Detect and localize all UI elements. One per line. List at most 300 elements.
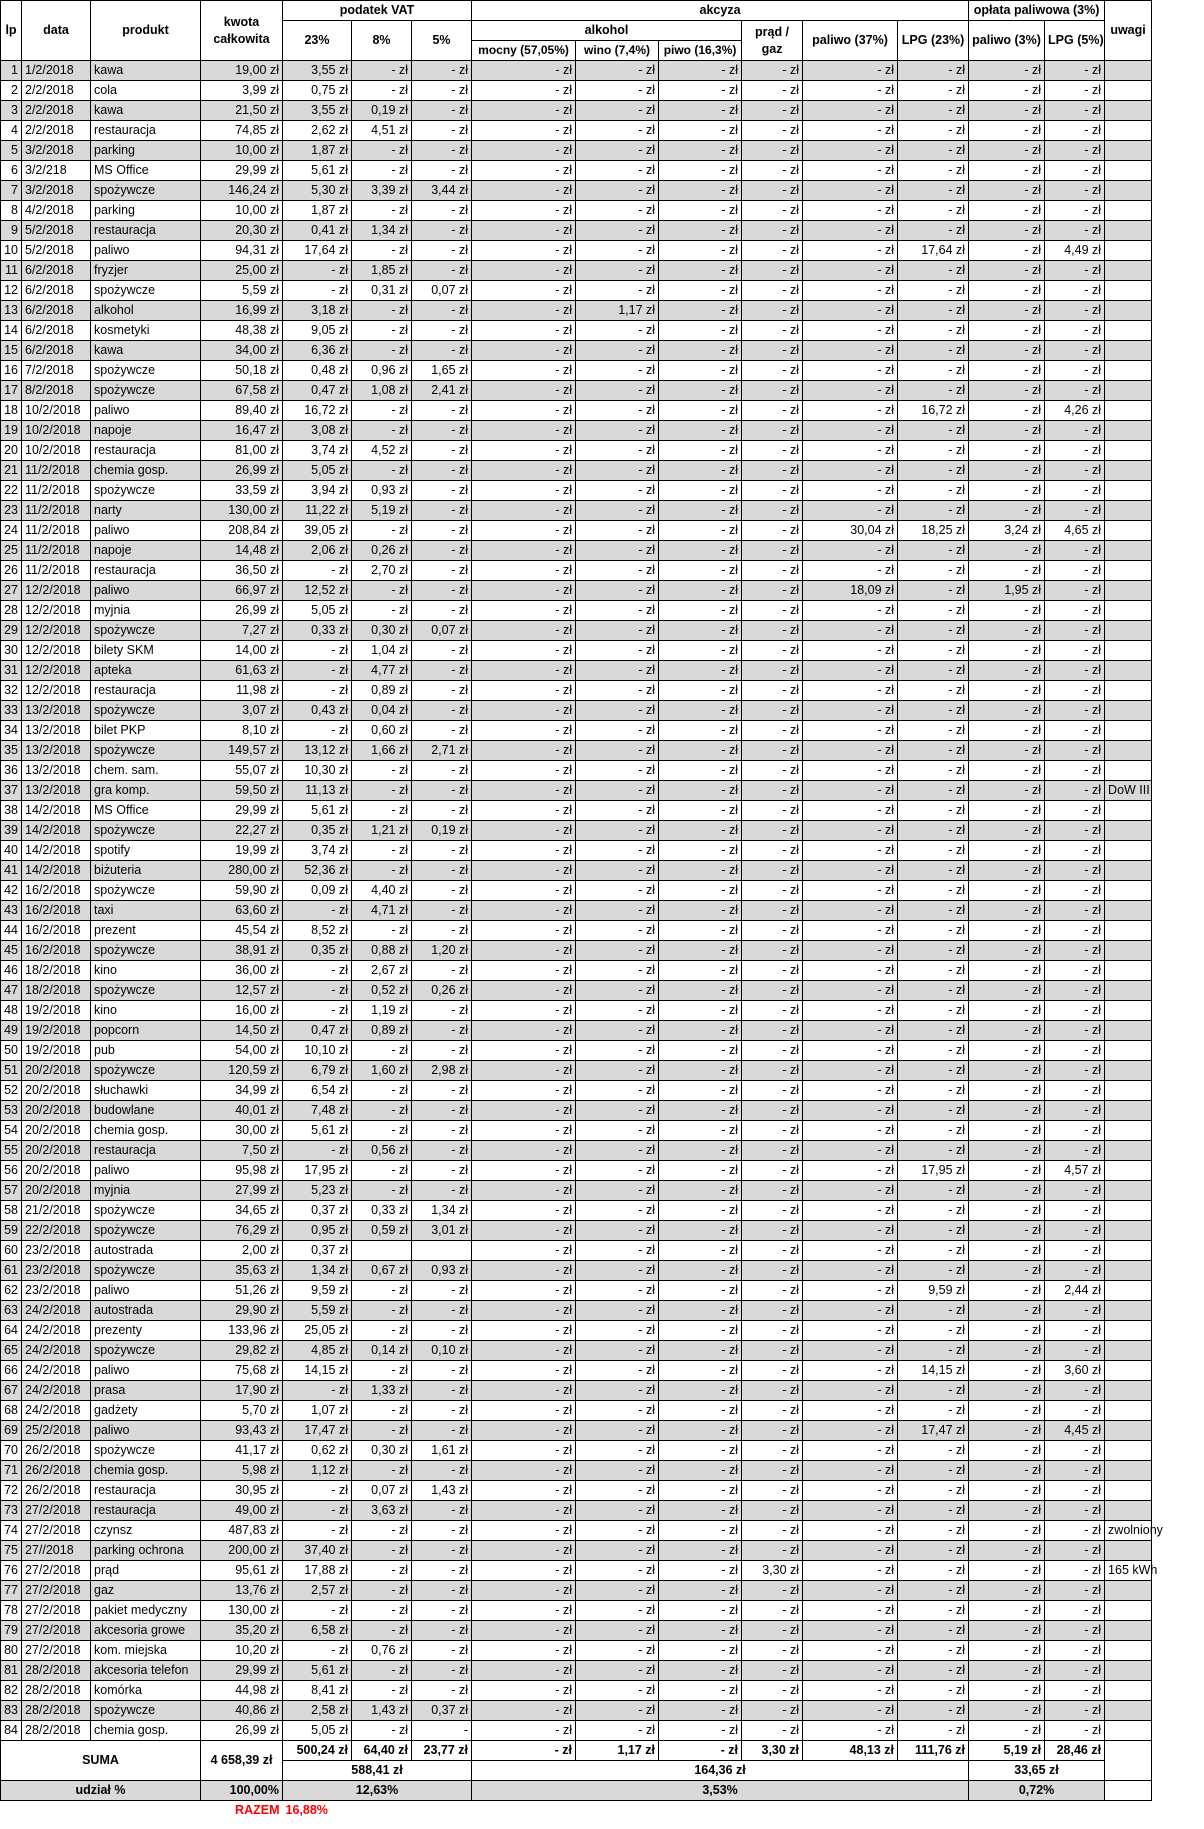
cell-lp[interactable]: 52 bbox=[1, 1081, 22, 1101]
cell-vat5[interactable]: - zł bbox=[412, 521, 472, 541]
cell-date[interactable]: 18/2/2018 bbox=[22, 981, 91, 1001]
cell-fuel3[interactable]: - zł bbox=[969, 181, 1045, 201]
cell-date[interactable]: 23/2/2018 bbox=[22, 1241, 91, 1261]
cell-strong[interactable]: - zł bbox=[472, 761, 576, 781]
cell-lpg23[interactable]: - zł bbox=[898, 481, 969, 501]
cell-lpg5[interactable]: - zł bbox=[1045, 1121, 1105, 1141]
cell-fuel3[interactable]: - zł bbox=[969, 1481, 1045, 1501]
cell-lpg23[interactable]: - zł bbox=[898, 741, 969, 761]
cell-fuel37[interactable]: - zł bbox=[803, 161, 898, 181]
cell-power-gas[interactable]: - zł bbox=[742, 361, 803, 381]
cell-vat8[interactable]: - zł bbox=[352, 161, 412, 181]
cell-vat5[interactable]: - zł bbox=[412, 1601, 472, 1621]
cell-beer[interactable]: - zł bbox=[659, 981, 742, 1001]
cell-notes[interactable] bbox=[1105, 461, 1152, 481]
cell-beer[interactable]: - zł bbox=[659, 1201, 742, 1221]
cell-vat5[interactable]: - zł bbox=[412, 601, 472, 621]
cell-lpg23[interactable]: - zł bbox=[898, 841, 969, 861]
cell-lpg5[interactable]: - zł bbox=[1045, 961, 1105, 981]
cell-vat8[interactable]: 0,07 zł bbox=[352, 1481, 412, 1501]
cell-beer[interactable]: - zł bbox=[659, 301, 742, 321]
cell-date[interactable]: 27/2/2018 bbox=[22, 1581, 91, 1601]
cell-lpg23[interactable]: - zł bbox=[898, 1301, 969, 1321]
header-total[interactable]: kwota całkowita bbox=[201, 1, 283, 61]
cell-fuel3[interactable]: - zł bbox=[969, 881, 1045, 901]
cell-power-gas[interactable]: - zł bbox=[742, 1321, 803, 1341]
cell-vat8[interactable]: - zł bbox=[352, 1681, 412, 1701]
cell-lpg23[interactable]: - zł bbox=[898, 1581, 969, 1601]
cell-vat5[interactable]: - zł bbox=[412, 301, 472, 321]
cell-date[interactable]: 27/2/2018 bbox=[22, 1621, 91, 1641]
cell-lpg5[interactable]: - zł bbox=[1045, 1081, 1105, 1101]
cell-wine[interactable]: - zł bbox=[576, 981, 659, 1001]
cell-strong[interactable]: - zł bbox=[472, 1381, 576, 1401]
cell-power-gas[interactable]: - zł bbox=[742, 741, 803, 761]
header-vat23[interactable]: 23% bbox=[283, 21, 352, 61]
cell-fuel3[interactable]: - zł bbox=[969, 1381, 1045, 1401]
cell-vat23[interactable]: - zł bbox=[283, 681, 352, 701]
cell-strong[interactable]: - zł bbox=[472, 221, 576, 241]
cell-lpg23[interactable]: - zł bbox=[898, 421, 969, 441]
cell-fuel37[interactable]: - zł bbox=[803, 1621, 898, 1641]
cell-wine[interactable]: - zł bbox=[576, 701, 659, 721]
cell-date[interactable]: 28/2/2018 bbox=[22, 1721, 91, 1741]
cell-beer[interactable]: - zł bbox=[659, 1621, 742, 1641]
cell-beer[interactable]: - zł bbox=[659, 561, 742, 581]
cell-lpg5[interactable]: - zł bbox=[1045, 721, 1105, 741]
cell-fuel3[interactable]: - zł bbox=[969, 321, 1045, 341]
cell-fuel3[interactable]: - zł bbox=[969, 121, 1045, 141]
cell-fuel37[interactable]: - zł bbox=[803, 1181, 898, 1201]
cell-notes[interactable] bbox=[1105, 101, 1152, 121]
cell-vat23[interactable]: 10,10 zł bbox=[283, 1041, 352, 1061]
cell-power-gas[interactable]: - zł bbox=[742, 101, 803, 121]
cell-fuel3[interactable]: - zł bbox=[969, 561, 1045, 581]
cell-lp[interactable]: 78 bbox=[1, 1601, 22, 1621]
cell-power-gas[interactable]: - zł bbox=[742, 1021, 803, 1041]
cell-notes[interactable] bbox=[1105, 581, 1152, 601]
cell-date[interactable]: 3/2/2018 bbox=[22, 181, 91, 201]
cell-total[interactable]: 10,00 zł bbox=[201, 141, 283, 161]
cell-beer[interactable]: - zł bbox=[659, 761, 742, 781]
cell-fuel3[interactable]: - zł bbox=[969, 1541, 1045, 1561]
suma-wine[interactable]: 1,17 zł bbox=[576, 1741, 659, 1761]
cell-lpg23[interactable]: - zł bbox=[898, 1121, 969, 1141]
cell-lp[interactable]: 81 bbox=[1, 1661, 22, 1681]
cell-date[interactable]: 10/2/2018 bbox=[22, 421, 91, 441]
cell-vat23[interactable]: 11,13 zł bbox=[283, 781, 352, 801]
cell-vat5[interactable]: - zł bbox=[412, 161, 472, 181]
cell-vat5[interactable]: - bbox=[412, 1721, 472, 1741]
cell-strong[interactable]: - zł bbox=[472, 1561, 576, 1581]
cell-lpg5[interactable]: - zł bbox=[1045, 1481, 1105, 1501]
cell-product[interactable]: parking bbox=[91, 141, 201, 161]
cell-vat8[interactable]: - zł bbox=[352, 1601, 412, 1621]
cell-wine[interactable]: - zł bbox=[576, 961, 659, 981]
cell-strong[interactable]: - zł bbox=[472, 1121, 576, 1141]
cell-vat5[interactable]: - zł bbox=[412, 681, 472, 701]
cell-product[interactable]: bilety SKM bbox=[91, 641, 201, 661]
cell-lpg5[interactable]: - zł bbox=[1045, 1401, 1105, 1421]
cell-wine[interactable]: - zł bbox=[576, 901, 659, 921]
cell-wine[interactable]: - zł bbox=[576, 441, 659, 461]
cell-product[interactable]: czynsz bbox=[91, 1521, 201, 1541]
cell-vat23[interactable]: 25,05 zł bbox=[283, 1321, 352, 1341]
cell-lp[interactable]: 58 bbox=[1, 1201, 22, 1221]
cell-lp[interactable]: 31 bbox=[1, 661, 22, 681]
cell-notes[interactable]: 165 kWh bbox=[1105, 1561, 1152, 1581]
cell-fuel37[interactable]: - zł bbox=[803, 1321, 898, 1341]
cell-wine[interactable]: - zł bbox=[576, 861, 659, 881]
cell-beer[interactable]: - zł bbox=[659, 1101, 742, 1121]
cell-power-gas[interactable]: - zł bbox=[742, 1601, 803, 1621]
cell-vat23[interactable]: 1,87 zł bbox=[283, 141, 352, 161]
cell-notes[interactable] bbox=[1105, 261, 1152, 281]
cell-beer[interactable]: - zł bbox=[659, 881, 742, 901]
cell-fuel3[interactable]: - zł bbox=[969, 1521, 1045, 1541]
cell-vat23[interactable]: - zł bbox=[283, 1641, 352, 1661]
cell-fuel3[interactable]: - zł bbox=[969, 1321, 1045, 1341]
cell-strong[interactable]: - zł bbox=[472, 781, 576, 801]
cell-strong[interactable]: - zł bbox=[472, 1281, 576, 1301]
cell-strong[interactable]: - zł bbox=[472, 621, 576, 641]
cell-lp[interactable]: 6 bbox=[1, 161, 22, 181]
cell-beer[interactable]: - zł bbox=[659, 361, 742, 381]
cell-beer[interactable]: - zł bbox=[659, 841, 742, 861]
cell-vat23[interactable]: 0,75 zł bbox=[283, 81, 352, 101]
cell-lpg23[interactable]: - zł bbox=[898, 881, 969, 901]
cell-lpg23[interactable]: - zł bbox=[898, 801, 969, 821]
cell-vat5[interactable]: 0,37 zł bbox=[412, 1701, 472, 1721]
cell-power-gas[interactable]: - zł bbox=[742, 561, 803, 581]
cell-total[interactable]: 95,98 zł bbox=[201, 1161, 283, 1181]
cell-total[interactable]: 50,18 zł bbox=[201, 361, 283, 381]
cell-vat8[interactable]: - zł bbox=[352, 841, 412, 861]
cell-power-gas[interactable]: - zł bbox=[742, 421, 803, 441]
cell-strong[interactable]: - zł bbox=[472, 1001, 576, 1021]
cell-lpg5[interactable]: - zł bbox=[1045, 281, 1105, 301]
cell-lp[interactable]: 62 bbox=[1, 1281, 22, 1301]
cell-total[interactable]: 33,59 zł bbox=[201, 481, 283, 501]
cell-fuel37[interactable]: - zł bbox=[803, 501, 898, 521]
cell-power-gas[interactable]: - zł bbox=[742, 641, 803, 661]
cell-beer[interactable]: - zł bbox=[659, 281, 742, 301]
cell-fuel37[interactable]: - zł bbox=[803, 1381, 898, 1401]
cell-date[interactable]: 6/2/2018 bbox=[22, 281, 91, 301]
cell-vat5[interactable]: - zł bbox=[412, 641, 472, 661]
cell-power-gas[interactable]: - zł bbox=[742, 301, 803, 321]
cell-product[interactable]: akcesoria telefon bbox=[91, 1661, 201, 1681]
cell-lp[interactable]: 53 bbox=[1, 1101, 22, 1121]
cell-lpg23[interactable]: - zł bbox=[898, 641, 969, 661]
cell-vat8[interactable]: 3,63 zł bbox=[352, 1501, 412, 1521]
cell-lp[interactable]: 72 bbox=[1, 1481, 22, 1501]
cell-lpg5[interactable]: - zł bbox=[1045, 361, 1105, 381]
cell-beer[interactable]: - zł bbox=[659, 1721, 742, 1741]
share-total[interactable]: 100,00% bbox=[201, 1781, 283, 1801]
cell-lpg23[interactable]: - zł bbox=[898, 1081, 969, 1101]
cell-power-gas[interactable]: - zł bbox=[742, 781, 803, 801]
cell-fuel37[interactable]: - zł bbox=[803, 1201, 898, 1221]
cell-lp[interactable]: 1 bbox=[1, 61, 22, 81]
cell-lpg5[interactable]: - zł bbox=[1045, 881, 1105, 901]
cell-power-gas[interactable]: - zł bbox=[742, 501, 803, 521]
cell-product[interactable]: restauracja bbox=[91, 561, 201, 581]
cell-beer[interactable]: - zł bbox=[659, 1021, 742, 1041]
cell-product[interactable]: spożywcze bbox=[91, 361, 201, 381]
cell-vat8[interactable]: 1,85 zł bbox=[352, 261, 412, 281]
cell-fuel3[interactable]: - zł bbox=[969, 61, 1045, 81]
header-vat5[interactable]: 5% bbox=[412, 21, 472, 61]
cell-date[interactable]: 24/2/2018 bbox=[22, 1401, 91, 1421]
cell-power-gas[interactable]: - zł bbox=[742, 1041, 803, 1061]
cell-vat5[interactable]: - zł bbox=[412, 1381, 472, 1401]
cell-lpg23[interactable]: - zł bbox=[898, 441, 969, 461]
cell-vat23[interactable]: 7,48 zł bbox=[283, 1101, 352, 1121]
cell-vat5[interactable]: - zł bbox=[412, 481, 472, 501]
cell-vat8[interactable]: - zł bbox=[352, 601, 412, 621]
cell-power-gas[interactable]: - zł bbox=[742, 601, 803, 621]
cell-date[interactable]: 11/2/2018 bbox=[22, 541, 91, 561]
cell-lp[interactable]: 4 bbox=[1, 121, 22, 141]
cell-fuel37[interactable]: - zł bbox=[803, 1581, 898, 1601]
cell-lpg23[interactable]: - zł bbox=[898, 1001, 969, 1021]
cell-strong[interactable]: - zł bbox=[472, 321, 576, 341]
cell-fuel37[interactable]: - zł bbox=[803, 1261, 898, 1281]
cell-lpg5[interactable]: - zł bbox=[1045, 1001, 1105, 1021]
cell-product[interactable]: biżuteria bbox=[91, 861, 201, 881]
cell-product[interactable]: spożywcze bbox=[91, 1261, 201, 1281]
header-excise-group[interactable]: akcyza bbox=[472, 1, 969, 21]
cell-date[interactable]: 27/2/2018 bbox=[22, 1641, 91, 1661]
cell-vat5[interactable]: 1,34 zł bbox=[412, 1201, 472, 1221]
cell-power-gas[interactable]: - zł bbox=[742, 1341, 803, 1361]
cell-strong[interactable]: - zł bbox=[472, 1021, 576, 1041]
cell-product[interactable]: fryzjer bbox=[91, 261, 201, 281]
cell-total[interactable]: 59,50 zł bbox=[201, 781, 283, 801]
cell-lpg5[interactable]: - zł bbox=[1045, 121, 1105, 141]
header-power-gas[interactable]: prąd / gaz bbox=[742, 21, 803, 61]
cell-beer[interactable]: - zł bbox=[659, 661, 742, 681]
cell-beer[interactable]: - zł bbox=[659, 181, 742, 201]
cell-product[interactable]: paliwo bbox=[91, 401, 201, 421]
cell-fuel37[interactable]: 18,09 zł bbox=[803, 581, 898, 601]
cell-power-gas[interactable]: - zł bbox=[742, 1401, 803, 1421]
cell-vat23[interactable]: 5,61 zł bbox=[283, 1121, 352, 1141]
cell-beer[interactable]: - zł bbox=[659, 1281, 742, 1301]
cell-lp[interactable]: 37 bbox=[1, 781, 22, 801]
cell-vat5[interactable]: - zł bbox=[412, 221, 472, 241]
cell-lp[interactable]: 54 bbox=[1, 1121, 22, 1141]
cell-vat5[interactable]: - zł bbox=[412, 101, 472, 121]
cell-beer[interactable]: - zł bbox=[659, 1341, 742, 1361]
cell-vat8[interactable]: 0,88 zł bbox=[352, 941, 412, 961]
cell-product[interactable]: MS Office bbox=[91, 161, 201, 181]
cell-lp[interactable]: 63 bbox=[1, 1301, 22, 1321]
cell-power-gas[interactable]: - zł bbox=[742, 1641, 803, 1661]
cell-power-gas[interactable]: - zł bbox=[742, 181, 803, 201]
cell-wine[interactable]: - zł bbox=[576, 501, 659, 521]
cell-vat8[interactable]: - zł bbox=[352, 1361, 412, 1381]
cell-fuel3[interactable]: - zł bbox=[969, 441, 1045, 461]
cell-total[interactable]: 94,31 zł bbox=[201, 241, 283, 261]
cell-beer[interactable]: - zł bbox=[659, 1461, 742, 1481]
cell-power-gas[interactable]: - zł bbox=[742, 1361, 803, 1381]
cell-vat5[interactable]: - zł bbox=[412, 1541, 472, 1561]
cell-vat8[interactable]: - zł bbox=[352, 1161, 412, 1181]
cell-notes[interactable] bbox=[1105, 881, 1152, 901]
cell-total[interactable]: 10,20 zł bbox=[201, 1641, 283, 1661]
cell-fuel3[interactable]: - zł bbox=[969, 1701, 1045, 1721]
cell-date[interactable]: 20/2/2018 bbox=[22, 1101, 91, 1121]
cell-strong[interactable]: - zł bbox=[472, 1221, 576, 1241]
cell-lpg5[interactable]: - zł bbox=[1045, 1621, 1105, 1641]
cell-wine[interactable]: - zł bbox=[576, 1721, 659, 1741]
cell-total[interactable]: 54,00 zł bbox=[201, 1041, 283, 1061]
cell-notes[interactable] bbox=[1105, 1201, 1152, 1221]
cell-fuel37[interactable]: - zł bbox=[803, 1521, 898, 1541]
cell-lpg23[interactable]: - zł bbox=[898, 1241, 969, 1261]
cell-lpg23[interactable]: - zł bbox=[898, 101, 969, 121]
cell-strong[interactable]: - zł bbox=[472, 1241, 576, 1261]
cell-product[interactable]: spożywcze bbox=[91, 181, 201, 201]
cell-lpg5[interactable]: - zł bbox=[1045, 1141, 1105, 1161]
cell-lpg5[interactable]: - zł bbox=[1045, 981, 1105, 1001]
cell-vat23[interactable]: - zł bbox=[283, 1381, 352, 1401]
cell-lpg23[interactable]: - zł bbox=[898, 1041, 969, 1061]
cell-date[interactable]: 6/2/2018 bbox=[22, 301, 91, 321]
cell-lpg5[interactable]: - zł bbox=[1045, 541, 1105, 561]
cell-vat8[interactable]: 0,59 zł bbox=[352, 1221, 412, 1241]
cell-fuel3[interactable]: - zł bbox=[969, 461, 1045, 481]
cell-total[interactable]: 16,99 zł bbox=[201, 301, 283, 321]
cell-total[interactable]: 5,59 zł bbox=[201, 281, 283, 301]
cell-vat5[interactable]: 0,93 zł bbox=[412, 1261, 472, 1281]
cell-product[interactable]: MS Office bbox=[91, 801, 201, 821]
cell-vat5[interactable]: - zł bbox=[412, 781, 472, 801]
cell-lpg23[interactable]: - zł bbox=[898, 661, 969, 681]
cell-strong[interactable]: - zł bbox=[472, 1301, 576, 1321]
cell-wine[interactable]: - zł bbox=[576, 1161, 659, 1181]
cell-vat8[interactable]: 0,04 zł bbox=[352, 701, 412, 721]
cell-total[interactable]: 95,61 zł bbox=[201, 1561, 283, 1581]
cell-lpg5[interactable]: - zł bbox=[1045, 261, 1105, 281]
cell-fuel37[interactable]: - zł bbox=[803, 441, 898, 461]
cell-lp[interactable]: 77 bbox=[1, 1581, 22, 1601]
cell-fuel3[interactable]: - zł bbox=[969, 261, 1045, 281]
cell-vat23[interactable]: 11,22 zł bbox=[283, 501, 352, 521]
cell-lp[interactable]: 5 bbox=[1, 141, 22, 161]
cell-vat8[interactable]: 4,52 zł bbox=[352, 441, 412, 461]
cell-vat8[interactable]: 0,19 zł bbox=[352, 101, 412, 121]
cell-product[interactable]: gadżety bbox=[91, 1401, 201, 1421]
cell-vat8[interactable]: 0,31 zł bbox=[352, 281, 412, 301]
cell-product[interactable]: paliwo bbox=[91, 241, 201, 261]
cell-beer[interactable]: - zł bbox=[659, 401, 742, 421]
cell-date[interactable]: 24/2/2018 bbox=[22, 1301, 91, 1321]
cell-beer[interactable]: - zł bbox=[659, 1321, 742, 1341]
cell-lpg23[interactable]: - zł bbox=[898, 1021, 969, 1041]
cell-vat5[interactable]: 1,61 zł bbox=[412, 1441, 472, 1461]
cell-lpg5[interactable]: - zł bbox=[1045, 1021, 1105, 1041]
cell-wine[interactable]: - zł bbox=[576, 281, 659, 301]
cell-total[interactable]: 16,00 zł bbox=[201, 1001, 283, 1021]
cell-date[interactable]: 20/2/2018 bbox=[22, 1121, 91, 1141]
cell-strong[interactable]: - zł bbox=[472, 281, 576, 301]
cell-wine[interactable]: - zł bbox=[576, 1021, 659, 1041]
cell-wine[interactable]: - zł bbox=[576, 1401, 659, 1421]
cell-lp[interactable]: 56 bbox=[1, 1161, 22, 1181]
cell-fuel37[interactable]: - zł bbox=[803, 1661, 898, 1681]
cell-beer[interactable]: - zł bbox=[659, 1501, 742, 1521]
cell-notes[interactable] bbox=[1105, 1101, 1152, 1121]
cell-total[interactable]: 120,59 zł bbox=[201, 1061, 283, 1081]
cell-beer[interactable]: - zł bbox=[659, 481, 742, 501]
cell-lpg5[interactable]: - zł bbox=[1045, 381, 1105, 401]
cell-wine[interactable]: - zł bbox=[576, 801, 659, 821]
cell-wine[interactable]: - zł bbox=[576, 1121, 659, 1141]
cell-vat23[interactable]: - zł bbox=[283, 961, 352, 981]
cell-strong[interactable]: - zł bbox=[472, 1441, 576, 1461]
cell-wine[interactable]: - zł bbox=[576, 921, 659, 941]
cell-total[interactable]: 49,00 zł bbox=[201, 1501, 283, 1521]
cell-date[interactable]: 7/2/2018 bbox=[22, 361, 91, 381]
cell-fuel37[interactable]: - zł bbox=[803, 601, 898, 621]
cell-power-gas[interactable]: - zł bbox=[742, 481, 803, 501]
cell-strong[interactable]: - zł bbox=[472, 721, 576, 741]
cell-notes[interactable] bbox=[1105, 1681, 1152, 1701]
cell-wine[interactable]: - zł bbox=[576, 741, 659, 761]
cell-lpg23[interactable]: - zł bbox=[898, 1201, 969, 1221]
cell-date[interactable]: 19/2/2018 bbox=[22, 1021, 91, 1041]
cell-product[interactable]: narty bbox=[91, 501, 201, 521]
cell-notes[interactable] bbox=[1105, 1041, 1152, 1061]
cell-total[interactable]: 26,99 zł bbox=[201, 461, 283, 481]
cell-notes[interactable] bbox=[1105, 601, 1152, 621]
cell-lpg23[interactable]: - zł bbox=[898, 81, 969, 101]
cell-notes[interactable] bbox=[1105, 381, 1152, 401]
cell-lpg23[interactable]: - zł bbox=[898, 381, 969, 401]
cell-total[interactable]: 5,98 zł bbox=[201, 1461, 283, 1481]
cell-lpg5[interactable]: - zł bbox=[1045, 1581, 1105, 1601]
cell-lpg23[interactable]: - zł bbox=[898, 1401, 969, 1421]
cell-date[interactable]: 27/2/2018 bbox=[22, 1501, 91, 1521]
cell-vat23[interactable]: 2,62 zł bbox=[283, 121, 352, 141]
cell-strong[interactable]: - zł bbox=[472, 1701, 576, 1721]
cell-vat8[interactable]: 1,33 zł bbox=[352, 1381, 412, 1401]
cell-fuel37[interactable]: - zł bbox=[803, 981, 898, 1001]
cell-vat23[interactable]: - zł bbox=[283, 261, 352, 281]
cell-vat23[interactable]: 5,30 zł bbox=[283, 181, 352, 201]
cell-vat5[interactable]: - zł bbox=[412, 1361, 472, 1381]
cell-lpg23[interactable]: - zł bbox=[898, 901, 969, 921]
cell-fuel37[interactable]: - zł bbox=[803, 101, 898, 121]
cell-total[interactable]: 61,63 zł bbox=[201, 661, 283, 681]
cell-vat23[interactable]: 0,33 zł bbox=[283, 621, 352, 641]
cell-notes[interactable] bbox=[1105, 1541, 1152, 1561]
cell-vat8[interactable]: - zł bbox=[352, 521, 412, 541]
cell-vat23[interactable]: 5,61 zł bbox=[283, 801, 352, 821]
cell-vat5[interactable]: - zł bbox=[412, 801, 472, 821]
cell-fuel37[interactable]: - zł bbox=[803, 801, 898, 821]
cell-lpg5[interactable]: - zł bbox=[1045, 61, 1105, 81]
cell-wine[interactable]: - zł bbox=[576, 221, 659, 241]
cell-fuel3[interactable]: - zł bbox=[969, 81, 1045, 101]
cell-lp[interactable]: 50 bbox=[1, 1041, 22, 1061]
cell-vat5[interactable]: - zł bbox=[412, 1081, 472, 1101]
cell-product[interactable]: spożywcze bbox=[91, 281, 201, 301]
cell-lpg5[interactable]: - zł bbox=[1045, 141, 1105, 161]
